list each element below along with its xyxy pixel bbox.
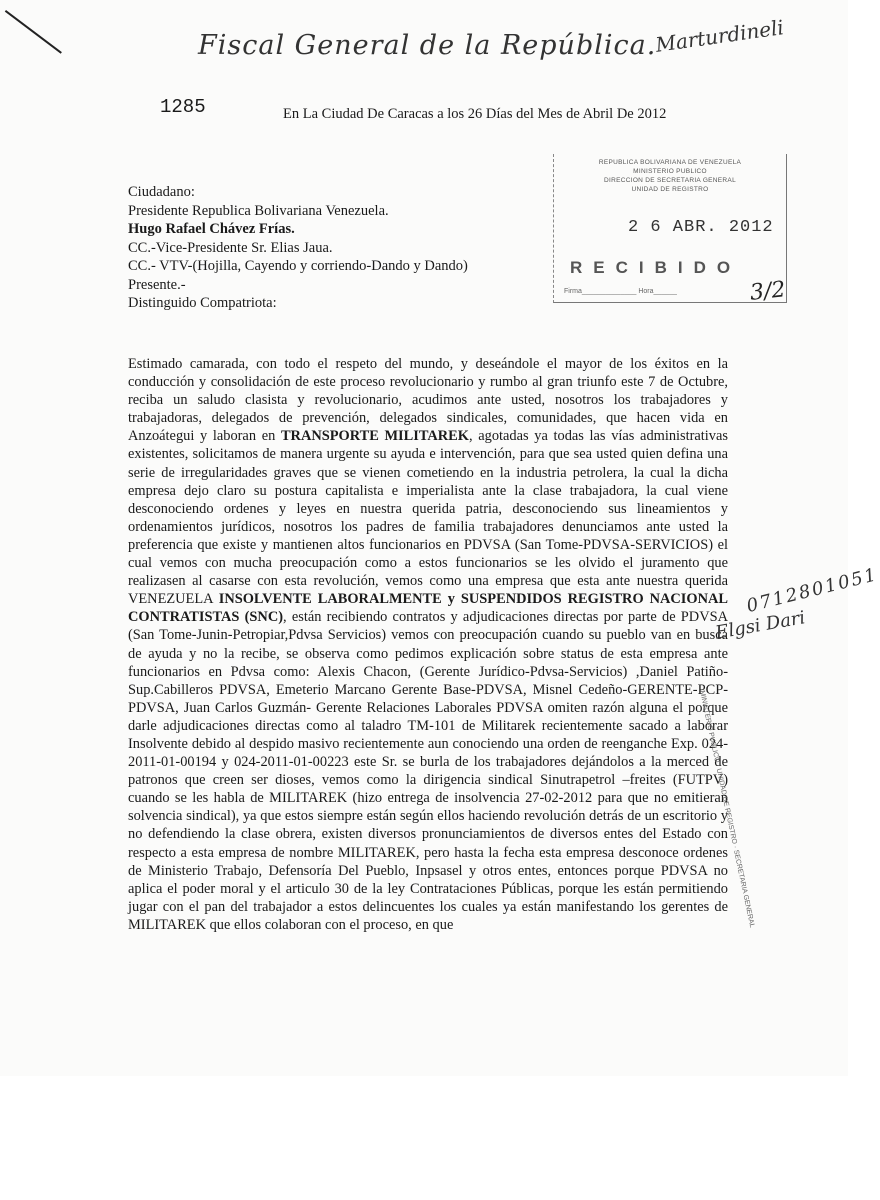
handwritten-margin-name: Elgsi Dari: [713, 607, 807, 644]
document-number: 1285: [160, 96, 206, 118]
cc-line-2: CC.- VTV-(Hojilla, Cayendo y corriendo-Dando y Dando): [128, 258, 468, 274]
handwritten-signature: Marturdineli: [653, 15, 786, 57]
stamp-header-line: DIRECCION DE SECRETARIA GENERAL: [604, 177, 736, 184]
body-text-part: , están recibiendo contratos y adjudicaciones directas por parte de PDVSA (San Tome-Junin-Petropiar,Pdvsa Servicios) vemos con preocupación cuando su pueblo van en busca de ayuda y no la recibe, se observa como pedimos explicación sobre status de esta empresa ante funcionarios en Pdvsa como: Alexis Chacon, (Gerente Jurídico-Pdvsa-Servicios) ,Daniel Patiño-Sup.Cabilleros PDVSA, Emeterio Marcano Gerente Base-PDVSA, Misnel Cedeño-GERENTE-PCP-PDVSA, Juan Carlos Guzmán- Gerente Relaciones Laborales PDVSA omiten razón alguna el porque darle adjudicaciones directas como al taladro TM-101 de Militarek recientemente sacado a laborar Insolvente debido al despido masivo recientemente aun conociendo una orden de reenganche Exp. 024-2011-01-00194 y 024-2011-01-00223 este Sr. se burla de los trabajadores dejándolos a la merced de patronos que creen ser dioses, vemos como la dirigencia sindical Sinutrapetrol –freites (FUTPV) cuando se les habla de MILITAREK (hizo entrega de insolvencia 27-02-2012 para que no emitieran solvencia sindical), ya que estos siempre están según ellos haciendo revolución detrás de un escritorio y no defendiendo la clase obrera, existen diversos pronunciamientos de diversos entes del Estado con respecto a esta empresa de nombre MILITAREK, pero hasta la fecha esta empresa desconoce ordenes de Ministerio Trabajo, Defensoría Del Pueblo, Inpsasel y otros entes, entonces porque PDVSA no aplica el poder moral y el articulo 30 de la ley Contrataciones Públicas, porque les están permitiendo jugar con el pan del trabajador a estos delincuentes los cuales ya están manifestando los gerentes de MILITAREK que ellos colaboran con el proceso, en que: [128, 609, 728, 933]
insolvency-bold: INSOLVENTE LABORALMENTE y SUSPENDIDOS REGISTRO NACIONAL CONTRATISTAS (SNC): [128, 591, 728, 626]
cc-line-1: CC.-Vice-Presidente Sr. Elias Jaua.: [128, 239, 333, 256]
body-text-part: Estimado camarada, con todo el respeto del mundo, y deseándole el mayor de los éxitos en la conducción y consolidación de este proceso revolucionario y rumbo al gran triunfo este 7 de Octubre, reciba un saludo clasista y revolucionario, acudimos ante usted, nosotros los trabajadores y trabajadoras, delegados de prevención, delegados sindicales, comunidades, que hacen vida en Anzoátegui y laboran en: [128, 356, 728, 445]
body-text-part: , agotadas ya todas las vías administrativas existentes, solicitamos de manera urgente su ayuda e intervención, para que sea usted quien defina una serie de irregularidades graves que se vienen cometiendo en la industria petrolera, la cual la dicha empresa dejo claro su postura capitalista e imperialista ante la clase trabajadora, la cual viene desconociendo ordenes y leyes en nuestra querida patria, desconociendo sus lineamientos y ordenamientos jurídicos, nosotros los padres de familia trabajadores denunciamos ante usted la preferencia que existe y mantienen altos funcionarios en PDVSA (San Tome-PDVSA-SERVICIOS) el cual vemos con mucha preocupación como a estos funcionarios se les olvido el juramento que realizasen al casarse con esta revolución, vemos como una empresa que esta ante nuestra querida VENEZUELA: [128, 428, 728, 608]
scan-artifact-line: [5, 10, 62, 54]
stamp-signature-line: Firma______________ Hora______: [564, 288, 677, 295]
stamp-date: 2 6 ABR. 2012: [628, 218, 774, 237]
handwritten-addressee: Fiscal General de la República.: [198, 30, 657, 61]
stamp-received-label: RECIBIDO: [570, 258, 742, 277]
recipient-title: Presidente Republica Bolivariana Venezuela.: [128, 202, 389, 219]
letter-body: [128, 355, 728, 934]
date-line: En La Ciudad De Caracas a los 26 Días del Mes de Abril De 2012: [283, 106, 667, 122]
handwritten-margin-number: 0712801051: [744, 564, 880, 617]
company-name-bold: TRANSPORTE MILITAREK: [280, 428, 469, 445]
stamp-header-line: MINISTERIO PUBLICO: [633, 168, 707, 175]
stamp-header: [554, 154, 786, 194]
address-block: [128, 183, 468, 313]
greeting: Distinguido Compatriota:: [128, 295, 277, 311]
stamp-header-line: REPUBLICA BOLIVARIANA DE VENEZUELA: [598, 159, 742, 166]
presente-line: Presente.-: [128, 276, 186, 293]
handwritten-stamp-number: 3/2: [748, 277, 787, 306]
side-stamp: MINISTERIO PUBLICO · UNIDAD DE REGISTRO · SECRETARIA GENERAL: [698, 690, 756, 929]
stamp-header-line: UNIDAD DE REGISTRO: [631, 186, 709, 193]
recipient-name: Hugo Rafael Chávez Frías.: [128, 221, 295, 237]
salutation-citizen: Ciudadano:: [128, 184, 195, 200]
